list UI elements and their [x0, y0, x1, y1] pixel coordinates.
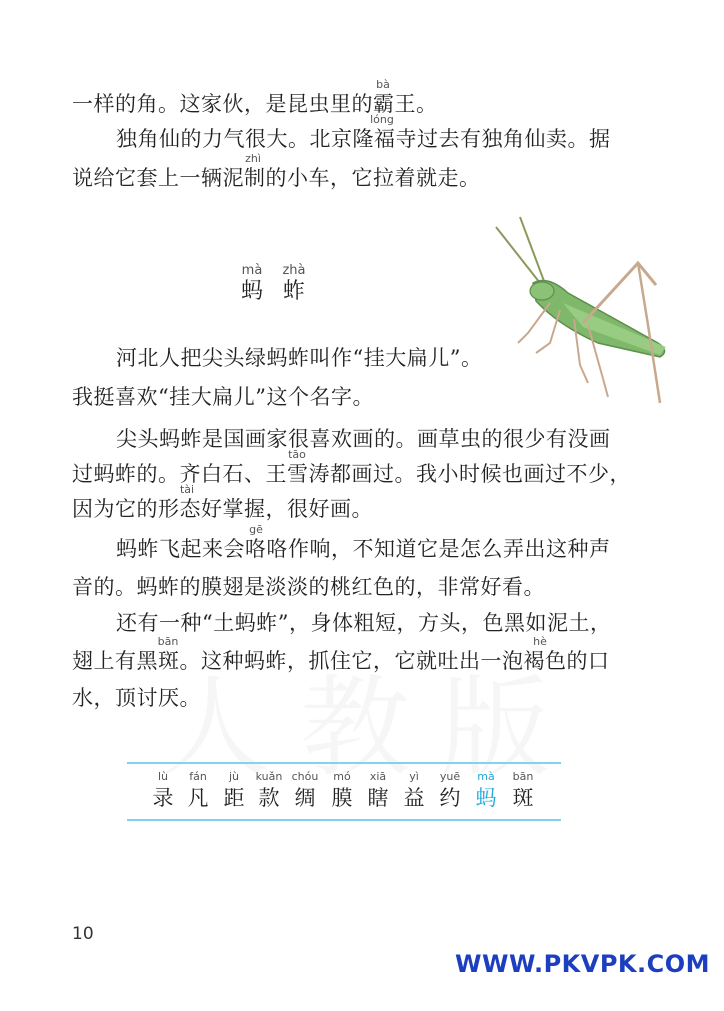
text-line: 蚂蚱飞起来会咯咯作响，不知道它是怎么弄出这种声 [116, 537, 611, 561]
char-list-item: fán 凡 [187, 770, 209, 810]
char-list-item: xiā 瞎 [367, 770, 389, 810]
text-line: 还有一种“土蚂蚱”，身体粗短，方头，色黑如泥土， [116, 611, 612, 635]
page-number: 10 [72, 924, 94, 944]
char-list-item: bān 斑 [512, 770, 534, 810]
char-box-bottom-rule [127, 819, 561, 821]
pinyin-annotation: tāo [288, 448, 306, 461]
char-list-item: kuǎn 款 [255, 770, 283, 810]
pinyin-annotation: gē [249, 523, 263, 536]
char-list-item: mó 膜 [331, 770, 353, 810]
char-box-top-rule [127, 762, 561, 764]
pinyin-annotation: bà [376, 78, 390, 91]
pinyin-annotation: zhì [245, 152, 261, 165]
text-line: 独角仙的力气很大。北京隆福寺过去有独角仙卖。据 [116, 127, 611, 151]
char-list-item: chóu 绸 [291, 770, 319, 810]
section-title-char: 蚱 [283, 279, 306, 304]
text-line: 一样的角。这家伙，是昆虫里的霸王。 [72, 92, 438, 116]
char-list-item: lù 录 [152, 770, 174, 810]
pinyin-annotation: hè [533, 635, 547, 648]
char-list-item: yuē 约 [439, 770, 461, 810]
title-pinyin: mà [241, 263, 263, 278]
text-line: 翅上有黑斑。这种蚂蚱，抓住它，它就吐出一泡褐色的口 [72, 649, 610, 673]
title-pinyin: zhà [282, 263, 306, 278]
char-list-item: jù 距 [223, 770, 245, 810]
pinyin-annotation: tài [179, 483, 195, 496]
section-title-char: 蚂 [241, 279, 264, 304]
text-line: 我挺喜欢“挂大扁儿”这个名字。 [72, 385, 374, 409]
text-line: 因为它的形态好掌握，很好画。 [72, 497, 373, 521]
char-list-item-highlighted: mà 蚂 [475, 770, 497, 810]
pinyin-annotation: lóng [370, 113, 394, 126]
text-line: 音的。蚂蚱的膜翅是淡淡的桃红色的，非常好看。 [72, 575, 545, 599]
text-line: 尖头蚂蚱是国画家很喜欢画的。画草虫的很少有没画 [116, 427, 611, 451]
text-line: 河北人把尖头绿蚂蚱叫作“挂大扁儿”。 [116, 346, 483, 370]
text-line: 说给它套上一辆泥制的小车，它拉着就走。 [72, 166, 481, 190]
char-list-item: yì 益 [403, 770, 425, 810]
text-line: 过蚂蚱的。齐白石、王雪涛都画过。我小时候也画过不少， [72, 462, 631, 486]
grasshopper-illustration [488, 215, 673, 415]
text-line: 水，顶讨厌。 [72, 686, 201, 710]
website-watermark: WWW.PKVPK.COM [455, 950, 711, 978]
pinyin-annotation: bān [157, 635, 179, 648]
